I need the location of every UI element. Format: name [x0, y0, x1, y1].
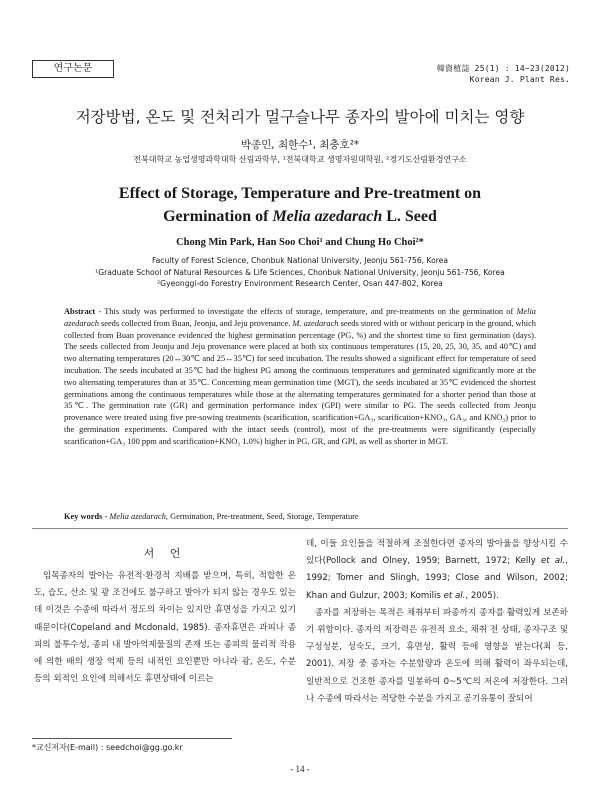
- keywords: [64, 512, 536, 521]
- affiliation-2: ¹Graduate School of Natural Resources & Life Sciences, Chonbuk National University, Jeonju 561-756, Korea: [95, 267, 505, 277]
- abstract-species-2: M. azedarach: [292, 318, 339, 328]
- footnote-divider: [32, 738, 232, 739]
- korean-authors: 박종민, 최한수¹, 최충호²*: [240, 139, 360, 151]
- keywords-list: , Germination, Pre-treatment, Seed, Storage, Temperature: [165, 512, 359, 521]
- abstract: [64, 306, 536, 448]
- title-species: Melia azedarach: [272, 208, 383, 225]
- abstract-species-1: Melia azedarach: [64, 307, 536, 328]
- intro-etal-1: et al.: [540, 556, 566, 567]
- introduction-heading: 서 언: [143, 547, 187, 560]
- keywords-label: Key words: [64, 512, 103, 521]
- abstract-text-1: - This study was performed to investigate the effects of storage, temperature, and pre-treatments on the germination of: [95, 307, 517, 316]
- english-title-line2: [0, 205, 600, 228]
- intro-left-column: [34, 568, 296, 688]
- korean-affiliation: 전북대학교 농업생명과학대학 산림과학부, ¹전북대학교 생명자원대학원, ²경기도산림환경연구소: [133, 155, 467, 164]
- affiliation-1: Faculty of Forest Science, Chonbuk National University, Jeonju 561-756, Korea: [151, 256, 449, 265]
- journal-name: Korean J. Plant Res.: [469, 75, 570, 84]
- affiliation-3: ²Gyeonggi-do Forestry Environment Research Center, Osan 447-802, Korea: [157, 279, 443, 288]
- intro-text-c: , 2005).: [465, 590, 499, 601]
- abstract-label: Abstract: [64, 307, 96, 316]
- intro-paragraph-1: 임목종자의 발아는 유전적·환경적 지배를 받으며, 특히, 적합한 온도, 습도, 산소 및 광 조건에도 불구하고 발아가 되지 않는 경우도 있는데 이것은 수종에 따라서 정도의 차이는 있지만 휴면성을 가지고 있기 때문이다(Copeland and Mcdonald, 1985). 종자휴면은 과피나 종피의 불투수성, 종피 내 발아억제물질의 존재 또는 종피의 물리적 작용에 의한 배의 생장 억제 등의 내적인 요인뿐만 아니라 광, 온도, 수분 등의 외적인 요인에 의해서도 휴면상태에 이르는: [34, 571, 296, 685]
- title-prefix: Germination of: [163, 208, 273, 225]
- corresponding-author-footnote: *교신저자(E-mail) : seedchoi@gg.go.kr: [32, 743, 183, 752]
- journal-volume: 韓資植誌 25(1) : 14~23(2012): [436, 64, 570, 73]
- intro-etal-2: et al.: [443, 590, 466, 601]
- abstract-text-3: seeds stored with or without pericarp in the ground, which collected from Buan provenance evidenced the highest germination percentage (PG, %) and the shortest time to first germination (days). The seeds collected from Jeonju and Jeju provenance were placed at both six continuous temperatures (15, 20, 25, 30, 35, and 40℃) and two alternating temperatures (20↔30℃ and 25↔35℃) for seed incubation. The results showed a significant effect for temperature of seed incubation. The seeds incubated at 35℃ had the highest PG among the continuous temperatures and germinated significantly more at the two alternating temperatures than at 35℃. Concerning mean germination time (MGT), the seeds incubated at 35℃ evidenced the shortest germinations among the continuous temperatures while those at the alternating temperatures germinated for a shorter period than those at 35℃. The germination rate (GR) and germination performance index (GPI) were similar to PG. The seeds collected from Jeonju provenance were treated using five pre-sowing treatments (scarification, scarification+GA₃, scarification+KNO₃, GA₃, and KNO₃) prior to the germination experiments. Compared with the intact seeds (control), most of the pre-treatments were significantly (especially scarification+GA₃ 100 ppm and scarification+KNO₃ 1.0%) higher in PG, GR, and GPI, as well as shorter in MGT.: [64, 318, 536, 446]
- english-affiliations: [0, 255, 600, 290]
- article-type-badge: 연구논문: [32, 60, 114, 78]
- intro-text-a: 데, 이들 요인들을 적절하게 조절한다면 종자의 발아율을 향상시킬 수 있다(Pollock and Olney, 1959; Barnett, 1972; Kelly: [306, 539, 568, 567]
- section-divider: [32, 528, 568, 529]
- keywords-sep: -: [102, 512, 110, 521]
- intro-paragraph-3: 종자를 저장하는 목적은 채취부터 파종까지 종자를 활력있게 보존하기 위함이다. 종자의 저장력은 유전적 요소, 채취 전 상태, 종자구조 및 구성성분, 성숙도, 크기, 휴면성, 활력 등에 영향을 받는다(최 등, 2001). 저장 중 종자는 수분함량과 온도에 의해 활력이 좌우되는데, 일반적으로 건조한 종자를 밀봉하여 0~5℃의 저온에 저장한다. 그러나 수종에 따라서는 적당한 수분을 가지고 공기유통이 잘되어: [306, 607, 568, 704]
- intro-text-b: , 1992; Tomer and Slingh, 1993; Close and Wilson, 2002; Khan and Gulzur, 2003; Komilis: [306, 556, 568, 601]
- abstract-text-2: seeds collected from Buan, Jeonju, and Jeju provenance.: [98, 318, 293, 328]
- page-number: - 14 -: [290, 764, 310, 774]
- journal-citation: [437, 63, 570, 85]
- intro-right-column: [306, 536, 568, 708]
- title-suffix: L. Seed: [382, 208, 437, 225]
- english-authors: Chong Min Park, Han Soo Choi¹ and Chung Ho Choi²*: [176, 237, 424, 248]
- intro-paragraph-2: [306, 536, 568, 605]
- english-title: [0, 182, 600, 228]
- korean-title: 저장방법, 온도 및 전처리가 멀구슬나무 종자의 발아에 미치는 영향: [75, 108, 525, 126]
- keywords-species: Melia azedarach: [109, 512, 166, 521]
- english-title-line1: Effect of Storage, Temperature and Pre-treatment on: [118, 185, 482, 202]
